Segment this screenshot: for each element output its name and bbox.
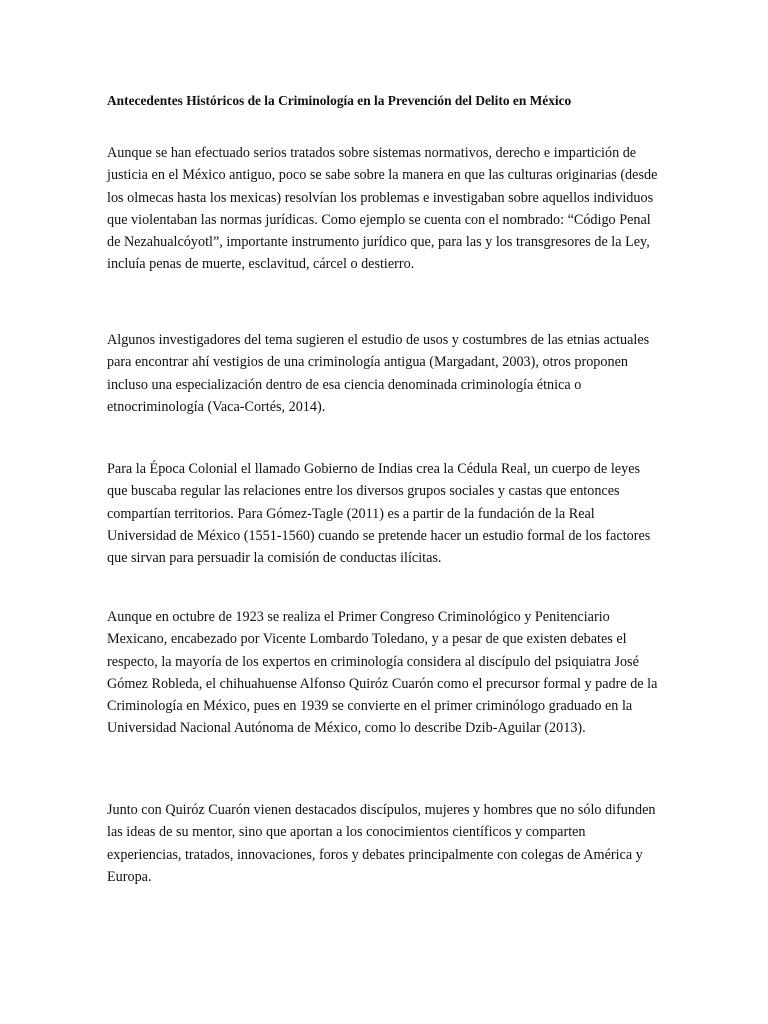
paragraph-ethnocriminology: Algunos investigadores del tema sugieren el estudio de usos y costumbres de las etnias actuales para encontrar ahí vestigios de una criminología antigua (Margadant, 2003), otros proponen incluso una especialización dentro de esa ciencia denominada criminología étnica o etnocriminología (Vaca-Cortés, 2014). — [107, 332, 650, 415]
paragraph-disciples: Junto con Quiróz Cuarón vienen destacados discípulos, mujeres y hombres que no sólo difunden las ideas de su mentor, sino que aportan a los conocimientos científicos y comparten experiencias, tratados, innovaciones, foros y debates principalmente con colegas de América y Europa. — [107, 802, 656, 885]
document-title: Antecedentes Históricos de la Criminología en la Prevención del Delito en México — [107, 93, 572, 108]
paragraph-quiroz-cuaron: Aunque en octubre de 1923 se realiza el Primer Congreso Criminológico y Penitenciario Mexicano, encabezado por Vicente Lombardo Toledano, y a pesar de que existen debates el respecto, la mayoría de los expertos en criminología considera al discípulo del psiquiatra José Gómez Robleda, el chihuahuense Alfonso Quiróz Cuarón como el precursor formal y padre de la Criminología en México, pues en 1939 se convierte en el primer criminólogo graduado en la Universidad Nacional Autónoma de México, como lo describe Dzib-Aguilar (2013). — [107, 609, 658, 737]
paragraph-colonial-era: Para la Época Colonial el llamado Gobierno de Indias crea la Cédula Real, un cuerpo de leyes que buscaba regular las relaciones entre los diversos grupos sociales y castas que entonces compartían territorios. Para Gómez-Tagle (2011) es a partir de la fundación de la Real Universidad de México (1551-1560) cuando se pretende hacer un estudio formal de los factores que sirvan para persuadir la comisión de conductas ilícitas. — [107, 461, 651, 567]
paragraph-pre-hispanic: Aunque se han efectuado serios tratados sobre sistemas normativos, derecho e impartición de justicia en el México antiguo, poco se sabe sobre la manera en que las culturas originarias (desde los olmecas hasta los mexicas) resolvían los problemas e investigaban sobre aquellos individuos que violentaban las normas jurídicas. Como ejemplo se cuenta con el nombrado: “Código Penal de Nezahualcóyotl”, importante instrumento jurídico que, para las y los transgresores de la Ley, incluía penas de muerte, esclavitud, cárcel o destierro. — [107, 145, 658, 273]
